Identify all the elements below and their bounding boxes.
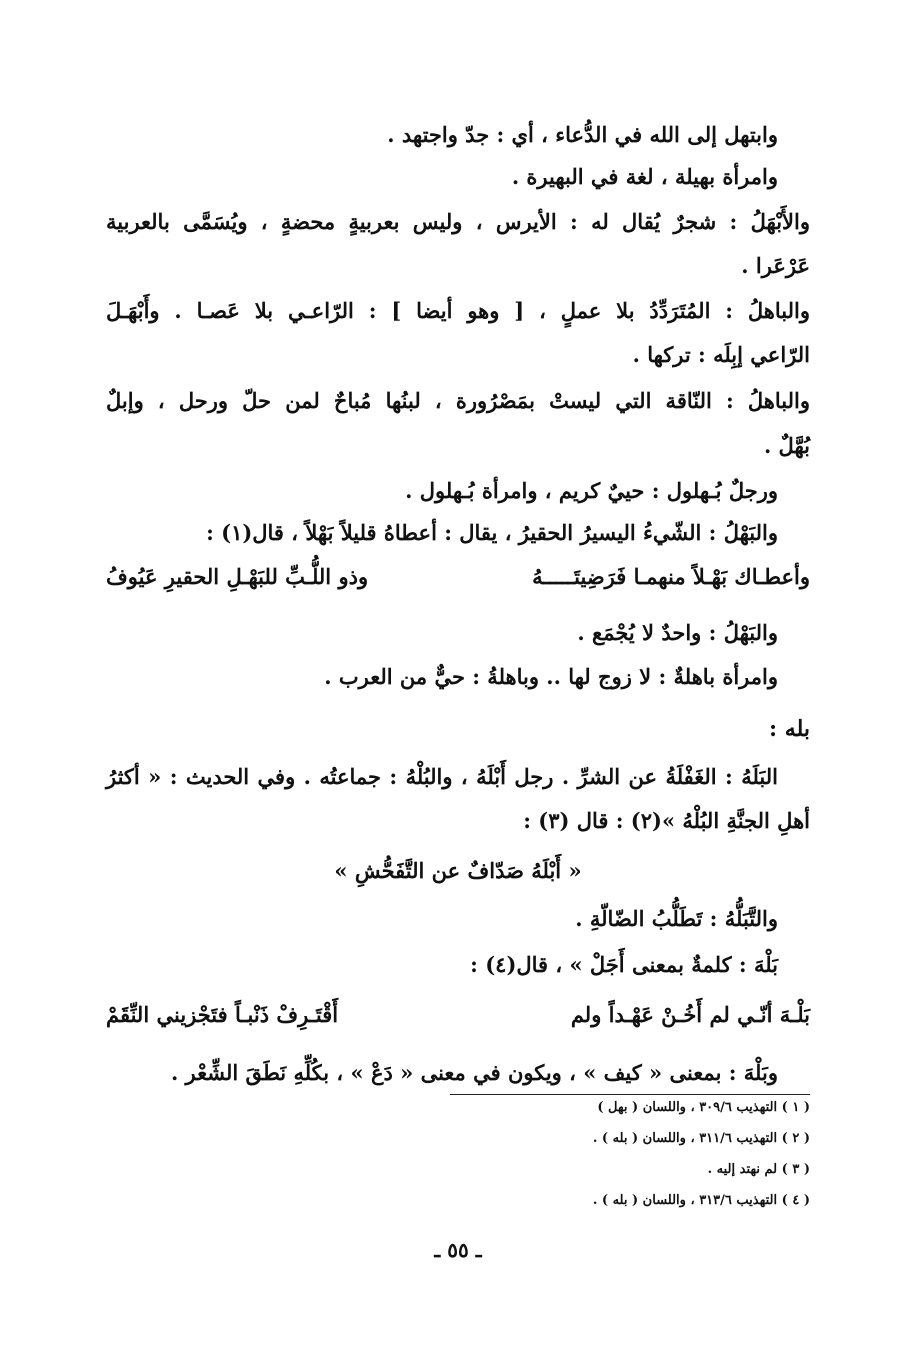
text-line: والبَهْلُ : واحدٌ لا يُجْمَع . <box>577 620 778 645</box>
entry-heading: بله : <box>769 716 810 742</box>
text-line: والبَهْلُ : الشّيءُ اليسيرُ الحقيرُ ، يقال : أعطاهُ قليلاً بَهْلاً ، قال(١) : <box>206 520 778 545</box>
text-line: وامرأة بهيلة ، لغة في البهيرة . <box>511 164 778 189</box>
footnote: ( ١ ) التهذيب ٣٠٩/٦ ، واللسان ( بهل ) <box>597 1100 810 1115</box>
text-line: ورجلٌ بُـهلول : حييٌ كريم ، وامرأة بُـهلول . <box>405 478 778 503</box>
text-line: وبَلْهَ : بمعنى « كيف » ، ويكون في معنى « دَعْ » ، بكُلِّهِ نَطَقَ الشِّعْر . <box>170 1060 778 1085</box>
text-line: بَلْهَ : كلمةٌ بمعنى أَجَلْ » ، قال(٤) : <box>470 952 778 977</box>
text-line: أهلِ الجنَّةِ البُلْهُ »(٢) : قال (٣) : <box>523 808 810 833</box>
text-line: وامرأة باهلةٌ : لا زوج لها .. وباهلةُ : حيٌّ من العرب . <box>324 664 778 689</box>
footnote: ( ٤ ) التهذيب ٣١٣/٦ ، واللسان ( بله ) . <box>592 1193 810 1208</box>
verse-2-first-hemistich: بَلْـهَ أنّـي لم أَخُـنْ عَهْـداً ولم <box>570 1002 810 1027</box>
text-line: والأَبْهَلُ : شجرٌ يُقال له : الأيرس ، وليس بعربيةٍ محضةٍ ، ويُسَمَّى بالعربية <box>106 209 810 234</box>
footnote-divider <box>450 1094 810 1095</box>
text-line: بُهَّلٌ . <box>763 433 810 458</box>
text-line: عَرْعَرا . <box>741 253 810 278</box>
verse-1-second-hemistich: وذو اللُّـبِّ للبَهْـلِ الحقيرِ عَيُوفُ <box>106 564 369 589</box>
verse-2-second-hemistich: أَقْتَـرِفْ ذَنْبـاً فتَجْزيني النِّقَمْ <box>106 1002 339 1027</box>
text-line: وابتهل إلى الله في الدُّعاء ، أي : جدّ واجتهد . <box>387 122 778 147</box>
text-line: والباهلُ : المُتَرَدِّدُ بلا عملٍ ، [ وهو أيضا ] : الرّاعـي بلا عَصـا . وأَبْهَـلَ <box>106 298 810 323</box>
text-line: الرّاعي إبِلَه : تركها . <box>632 342 810 367</box>
verse-1-first-hemistich: وأعطـاك بَهْـلاً منهمـا فَرَضِيتَـــــهُ <box>532 564 810 589</box>
text-line: والباهلُ : النّاقة التي ليستْ بمَصْرُورة ، لبنُها مُباحٌ لمن حلّ ورحل ، وإبلٌ <box>106 388 810 413</box>
text-line: والتَّبَلُّهُ : تَطَلُّبُ الضّالّةِ . <box>575 906 778 931</box>
page-number: ـ ٥٥ ـ <box>434 1238 482 1262</box>
footnote: ( ٢ ) التهذيب ٣١١/٦ ، واللسان ( بله ) . <box>592 1131 810 1146</box>
footnote: ( ٣ ) لم نهتد إليه . <box>707 1162 810 1177</box>
quoted-verse: « أَبْلَهُ صَدّافٌ عن التَّفَحُّشِ » <box>334 858 582 883</box>
text-line: البَلَهُ : الغَفْلَةُ عن الشرِّ . رجل أَبْلَهُ ، والبُلْهُ : جماعتُه . وفي الحديث : « أكثرُ <box>106 764 778 789</box>
